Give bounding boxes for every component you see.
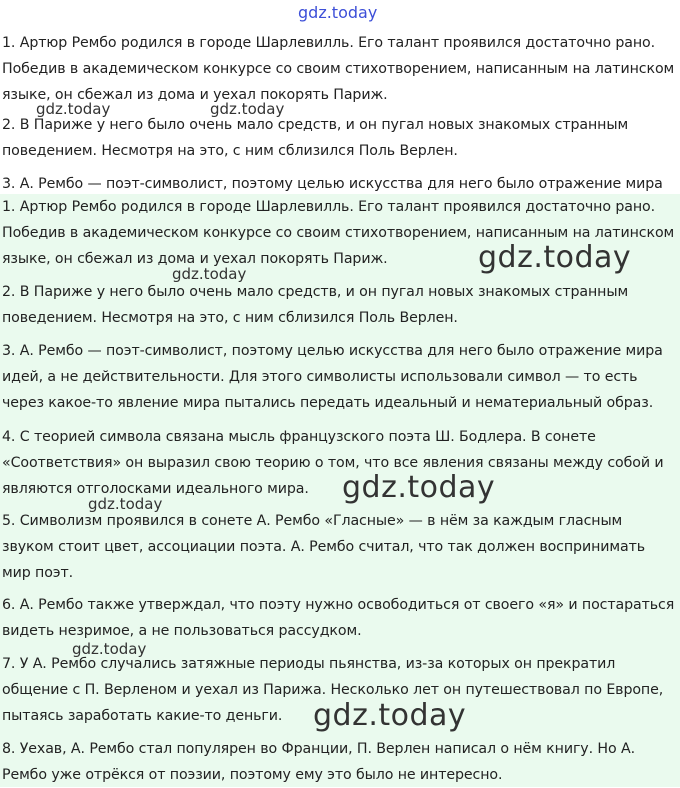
first-pass-paragraph-1: 1. Артюр Рембо родился в городе Шарлевилль. Его талант проявился достаточно рано. Победив в академическом конкурсе со своим стихотворением, написанным на латинском языке, он сбежал из дома и уехал покорять Париж. [2,35,675,103]
watermark-small-1: gdz.today [36,100,111,118]
answer-paragraph-1: 1. Артюр Рембо родился в городе Шарлевилль. Его талант проявился достаточно рано. Победив в академическом конкурсе со своим стихотворением, написанным на латинском языке, он сбежал из дома и уехал покорять Париж. [2,199,675,267]
watermark-large-2: gdz.today [342,470,496,505]
first-pass-paragraph-3: 3. А. Рембо — поэт-символист, поэтому целью искусства для него было отражение мира [2,176,663,192]
answer-paragraph-8: 8. Уехав, А. Рембо стал популярен во Франции, П. Верлен написал о нём книгу. Но А. Рембо уже отрёкся от поэзии, поэтому ему это было не интересно. [2,741,635,783]
watermark-small-2: gdz.today [210,100,285,118]
watermark-small-4: gdz.today [88,495,163,513]
answer-paragraph-3: 3. А. Рембо — поэт-символист, поэтому целью искусства для него было отражение мира идей, а не действительности. Для этого символисты использовали символ — то есть через какое-то явление мира пытались передать идеальный и нематериальный образ. [2,343,663,411]
answer-paragraph-2: 2. В Париже у него было очень мало средств, и он пугал новых знакомых странным поведением. Несмотря на это, с ним сблизился Поль Верлен. [2,284,629,326]
first-pass-paragraph-2: 2. В Париже у него было очень мало средств, и он пугал новых знакомых странным поведением. Несмотря на это, с ним сблизился Поль Верлен. [2,117,629,159]
answer-paragraph-4: 4. С теорией символа связана мысль французского поэта Ш. Бодлера. В сонете «Соответствия» он выразил свою теорию о том, что все явления связаны между собой и являются отголосками идеального мира. [2,429,664,497]
watermark-small-5: gdz.today [72,640,147,658]
watermark-large-1: gdz.today [478,240,632,275]
watermark-top: gdz.today [298,3,378,22]
answer-paragraph-7: 7. У А. Рембо случались затяжные периоды пьянства, из-за которых он прекратил общение с П. Верленом и уехал из Парижа. Несколько лет он путешествовал по Европе, пытаясь заработать какие-то деньги. [2,656,664,724]
watermark-large-3: gdz.today [313,698,467,733]
watermark-small-3: gdz.today [172,265,247,283]
answer-paragraph-5: 5. Символизм проявился в сонете А. Рембо «Гласные» — в нём за каждым гласным звуком стоит цвет, ассоциации поэта. А. Рембо считал, что так должен воспринимать мир поэт. [2,513,646,581]
answer-paragraph-6: 6. А. Рембо также утверждал, что поэту нужно освободиться от своего «я» и постараться видеть незримое, а не пользоваться рассудком. [2,597,675,639]
